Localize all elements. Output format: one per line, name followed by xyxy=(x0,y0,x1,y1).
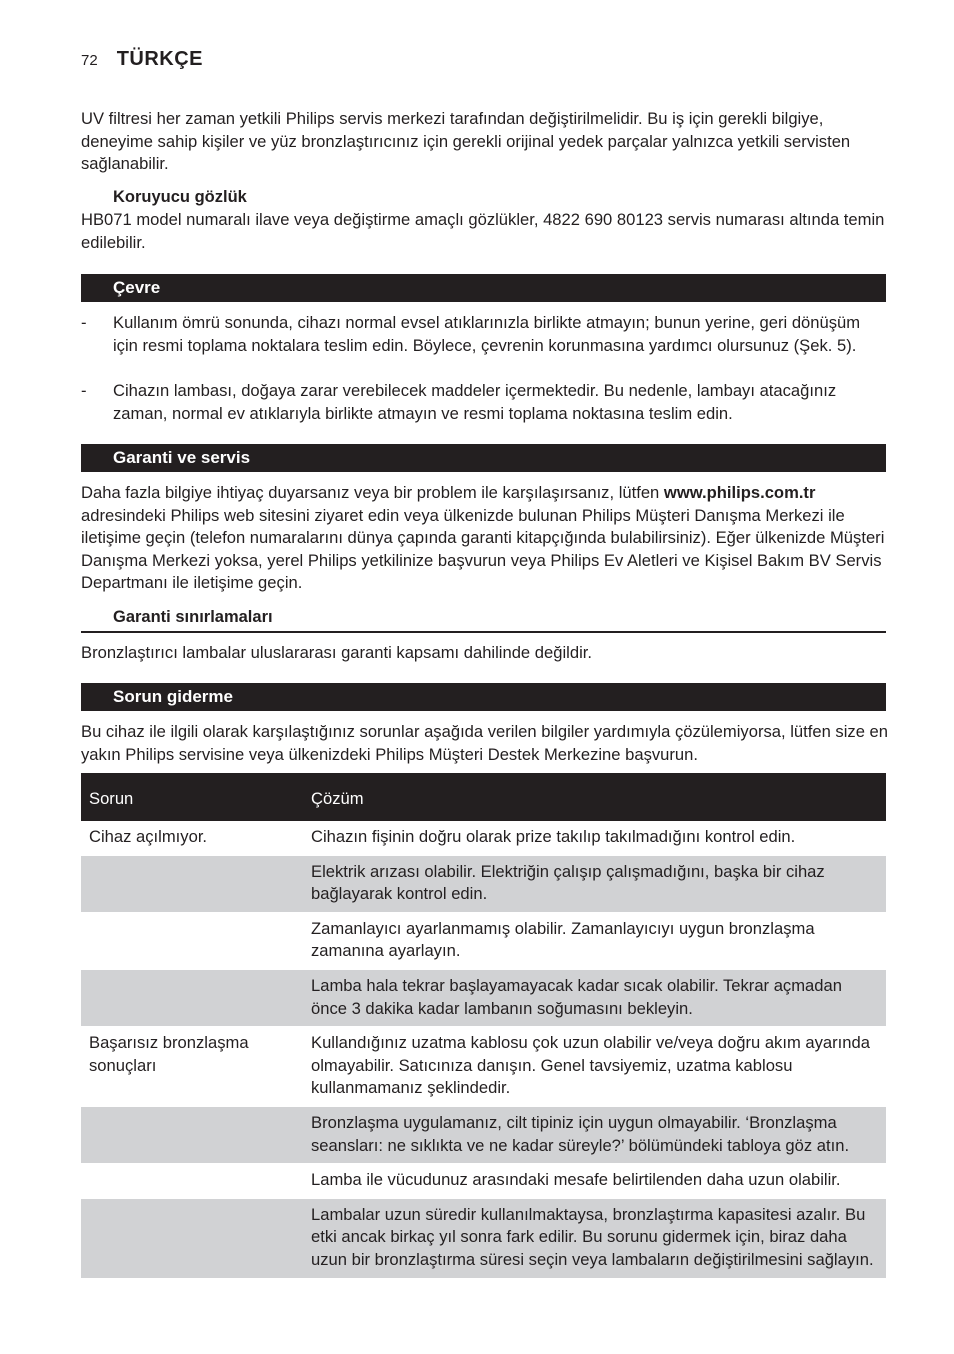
solution-cell: Lamba ile vücudunuz arasındaki mesafe belirtilenden daha uzun olabilir. xyxy=(299,1164,886,1199)
troubleshooting-heading: Sorun giderme xyxy=(113,687,233,706)
environment-item-text: Cihazın lambası, doğaya zarar verebilecek maddeler içermektedir. Bu nedenle, lambayı atacağınız zaman, normal ev atıklarıyla birlikte atmayın ve resmi toplama noktasına teslim edin. xyxy=(113,381,837,423)
guarantee-restrictions-paragraph: Bronzlaştırıcı lambalar uluslararası garanti kapsamı dahilinde değildir. xyxy=(81,643,592,662)
table-row xyxy=(81,1106,886,1163)
troubleshooting-intro: Bu cihaz ile ilgili olarak karşılaştığınız sorunlar aşağıda verilen bilgiler yardımıyla çözülemiyorsa, lütfen size en yakın Philips servisine veya ülkenizdeki Philips Müşteri Destek Merkezine başvurun. xyxy=(81,722,889,764)
language-title: TÜRKÇE xyxy=(116,48,204,70)
philips-website-link[interactable]: www.philips.com.tr xyxy=(663,483,816,502)
goggles-paragraph: HB071 model numaralı ilave veya değiştirme amaçlı gözlükler, 4822 690 80123 servis numarası altında temin edilebilir. xyxy=(81,210,885,252)
guarantee-restrictions-heading: Garanti sınırlamaları xyxy=(113,608,273,626)
table-row xyxy=(81,1164,886,1199)
uv-filter-paragraph: UV filtresi her zaman yetkili Philips servis merkezi tarafından değiştirilmelidir. Bu iş için gerekli bilgiye, deneyime sahip kişiler ve yüz bronzlaştırıcınız için gerekli orijinal yedek parçalar yalnızca yetkili servisten sağlanabilir. xyxy=(81,109,851,174)
table-header-row xyxy=(81,773,886,821)
problem-cell: Cihaz açılmıyor. xyxy=(81,821,299,855)
solution-cell: Zamanlayıcı ayarlanmamış olabilir. Zamanlayıcıyı uygun bronzlaşma zamanına ayarlayın. xyxy=(299,912,886,969)
problem-cell xyxy=(81,912,299,969)
table-row xyxy=(81,1027,886,1107)
table-row xyxy=(81,855,886,912)
table-row xyxy=(81,969,886,1026)
environment-item-text: Kullanım ömrü sonunda, cihazı normal evsel atıklarınızla birlikte atmayın; bunun yerine, geri dönüşüm için resmi toplama noktalara teslim edin. Böylece, çevrenin korunmasına yardımcı olursunuz (Şek. 5). xyxy=(113,313,861,355)
guarantee-paragraph xyxy=(81,482,889,595)
solution-cell: Lamba hala tekrar başlayamayacak kadar sıcak olabilir. Tekrar açmadan önce 3 dakika kadar lambanın soğumasını bekleyin. xyxy=(299,969,886,1026)
solution-cell: Elektrik arızası olabilir. Elektriğin çalışıp çalışmadığını, başka bir cihaz bağlayarak kontrol edin. xyxy=(299,855,886,912)
solution-cell: Kullandığınız uzatma kablosu çok uzun olabilir ve/veya doğru akım ayarında olmayabilir. Satıcınıza danışın. Genel tavsiyemiz, uzatma kablosu kullanmamanız şeklindedir. xyxy=(299,1027,886,1107)
solution-cell: Lambalar uzun süredir kullanılmaktaysa, bronzlaştırma kapasitesi azalır. Bu etki ancak birkaç yıl sonra fark edilir. Bu sorunu gidermek için, biraz daha uzun bir bronzlaştırma süresi seçin veya lambaların değiştirilmesini sağlayın. xyxy=(299,1198,886,1278)
problem-cell xyxy=(81,855,299,912)
problem-cell: Başarısız bronzlaşma sonuçları xyxy=(81,1027,299,1107)
problem-cell xyxy=(81,969,299,1026)
guarantee-heading: Garanti ve servis xyxy=(113,448,251,467)
bullet-dash: - xyxy=(81,381,87,400)
solution-cell: Bronzlaşma uygulamanız, cilt tipiniz için uygun olmayabilir. ‘Bronzlaşma seansları: ne sıklıkta ve ne kadar süreyle?’ bölümündeki tabloya göz atın. xyxy=(299,1106,886,1163)
table-row xyxy=(81,912,886,969)
table-row xyxy=(81,1198,886,1278)
troubleshooting-table xyxy=(81,773,886,1279)
column-header-problem: Sorun xyxy=(81,773,299,821)
guarantee-section-bar xyxy=(81,444,886,472)
section-underline xyxy=(81,631,886,633)
problem-cell xyxy=(81,1198,299,1278)
troubleshooting-section-bar xyxy=(81,683,886,711)
environment-item xyxy=(81,312,889,357)
environment-item xyxy=(81,380,889,425)
goggles-heading: Koruyucu gözlük xyxy=(113,188,247,206)
table-row xyxy=(81,821,886,855)
guarantee-text-after-link: adresindeki Philips web sitesini ziyaret edin veya ülkenizde bulunan Philips Müşteri Danışma Merkezi ile iletişime geçin (telefon numaralarını dünya çapında garanti kitapçığında bulabilirsiniz). Eğer ülkenizde Müşteri Danışma Merkezi yoksa, yerel Philips yetkilinize başvurun veya Philips Ev Aletleri ve Kişisel Bakım BV Servis Departmanı ile iletişime geçin. xyxy=(81,505,885,593)
bullet-dash: - xyxy=(81,313,87,332)
environment-heading: Çevre xyxy=(113,278,161,297)
page-number: 72 xyxy=(81,52,98,69)
problem-cell xyxy=(81,1106,299,1163)
problem-cell xyxy=(81,1164,299,1199)
guarantee-text-before-link: Daha fazla bilgiye ihtiyaç duyarsanız veya bir problem ile karşılaşırsanız, lütfen xyxy=(81,483,664,502)
page-header xyxy=(81,48,203,71)
solution-cell: Cihazın fişinin doğru olarak prize takılıp takılmadığını kontrol edin. xyxy=(299,821,886,855)
column-header-solution: Çözüm xyxy=(299,773,886,821)
environment-section-bar xyxy=(81,274,886,302)
